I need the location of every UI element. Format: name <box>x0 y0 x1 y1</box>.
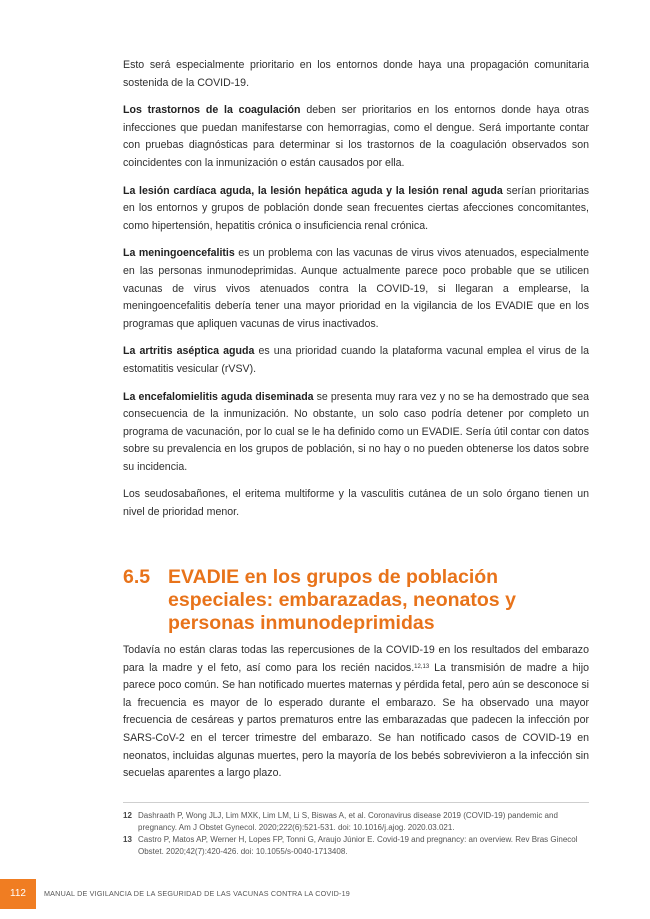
main-text <box>123 57 589 532</box>
section-heading <box>123 566 589 635</box>
footnote-number: 13 <box>123 835 132 845</box>
section-body <box>123 642 589 793</box>
paragraph <box>123 389 589 477</box>
paragraph <box>123 642 589 783</box>
footnotes <box>123 810 589 858</box>
section-title: EVADIE en los grupos de población especiales: embarazadas, neonatos y personas inmunodeprimidas <box>168 566 516 634</box>
paragraph-text: se presenta muy rara vez y no se ha demostrado que sea consecuencia de la inmunización. No obstante, un solo caso podría detener por completo un programa de vacunación, por lo cual se le ha definido como un EVADIE. Sería útil contar con datos sobre su prevalencia en los grupos de población, si no hay o no pueden obtenerse los datos sobre su incidencia. <box>123 390 589 473</box>
paragraph-term: La encefalomielitis aguda diseminada <box>123 390 314 403</box>
paragraph-text: Los seudosabañones, el eritema multiforme y la vasculitis cutánea de un solo órgano tienen un nivel de prioridad menor. <box>123 488 589 519</box>
paragraph-text: es una prioridad cuando la plataforma vacunal emplea el virus de la estomatitis vesicular (rVSV). <box>123 345 590 375</box>
footer-title: MANUAL DE VIGILANCIA DE LA SEGURIDAD DE LAS VACUNAS CONTRA LA COVID-19 <box>44 889 350 898</box>
paragraph-text: serían prioritarias en los entornos y grupos de población donde sean frecuentes ciertas afecciones concomitantes, como hipertensión, hepatitis crónica o insuficiencia renal crónica. <box>123 184 590 232</box>
paragraph-text: Esto será especialmente prioritario en los entornos donde haya una propagación comunitaria sostenida de la COVID-19. <box>123 59 589 89</box>
paragraph-term: Los trastornos de la coagulación <box>123 104 301 117</box>
footnote <box>123 810 589 833</box>
paragraph <box>123 343 589 378</box>
section-number: 6.5 <box>123 566 151 588</box>
footnote <box>123 834 589 857</box>
footnote-divider <box>123 802 589 803</box>
paragraph-text: deben ser prioritarios en los entornos donde haya otras infecciones que puedan manifestarse con hemorragias, como el dengue. Será importante contar con pruebas diagnósticas para determinar si los trastornos de la coagulación observados son coincidentes con la inmunización o están causados por ella. <box>123 104 589 169</box>
footnote-number: 12 <box>123 811 132 820</box>
reference-superscript[interactable]: 12,13 <box>414 663 430 670</box>
paragraph-term: La meningoencefalitis <box>123 247 235 260</box>
paragraph <box>123 57 589 92</box>
paragraph <box>123 486 589 521</box>
paragraph <box>123 102 589 172</box>
paragraph-text: es un problema con las vacunas de virus vivos atenuados, especialmente en las personas inmunodeprimidas. Aunque actualmente parece poco probable que se utilicen vacunas de virus vivos atenuados contra la COVID-19, si llegaran a emplearse, la meningoencefalitis debería tener una mayor prioridad en la vigilancia de los EVADIE que en los programas que apliquen vacunas de virus inactivados. <box>123 247 589 330</box>
paragraph-text: Todavía no están claras todas las repercusiones de la COVID-19 en los resultados del embarazo para la madre y el feto, así como para los recién nacidos. <box>123 644 589 674</box>
paragraph-term: La lesión cardíaca aguda, la lesión hepática aguda y la lesión renal aguda <box>123 184 503 197</box>
footnote-text: Dashraath P, Wong JLJ, Lim MXK, Lim LM, Li S, Biswas A, et al. Coronavirus disease 2019 (COVID-19) pandemic and pregnancy. Am J Obstet Gynecol. 2020;222(6):521-531. doi: 10.1016/j.ajog. 2020.03.021. <box>138 811 558 832</box>
footnote-text: Castro P, Matos AP, Werner H, Lopes FP, Tonni G, Araujo Júnior E. Covid-19 and pregnancy: an overview. Rev Bras Ginecol Obstet. 2020;42(7):420-426. doi: 10.1055/s-0040-1713408. <box>138 835 578 856</box>
paragraph-text: La transmisión de madre a hijo parece poco común. Se han notificado muertes maternas y pérdida fetal, pero aún se desconoce si la frecuencia es mayor de lo esperado durante el embarazo. Se ha observado una mayor frecuencia de cesáreas y partos prematuros entre las embarazadas que padecen la infección por SARS-CoV-2 en el tercer trimestre del embarazo. Se han notificado casos de COVID-19 en neonatos, incluidas algunas muertes, pero la mayoría de los bebés sobrevivieron a la infección sin secuelas aparentes a largo plazo. <box>123 661 589 780</box>
page-number: 112 <box>0 879 36 909</box>
paragraph-term: La artritis aséptica aguda <box>123 345 255 358</box>
paragraph <box>123 183 589 236</box>
paragraph <box>123 245 589 333</box>
